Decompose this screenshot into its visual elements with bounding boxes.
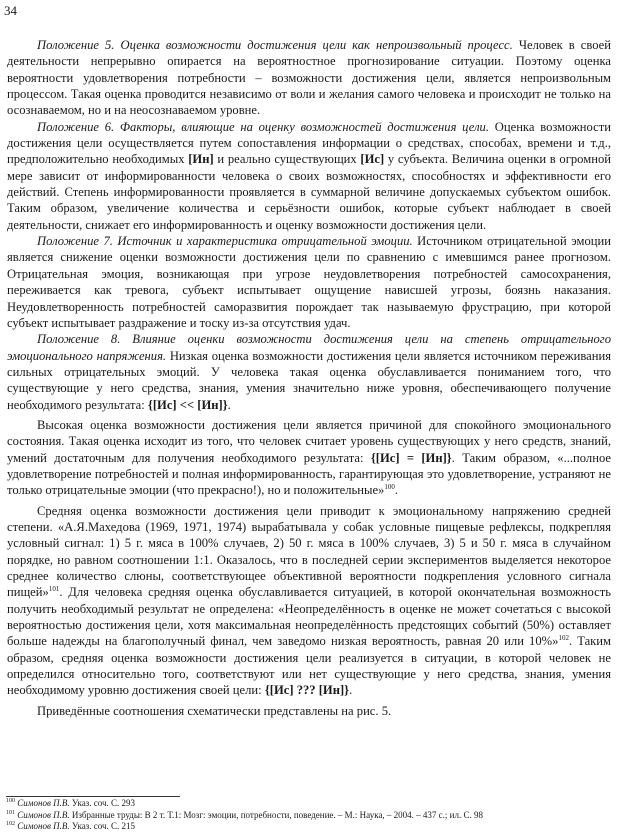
position-6-text-1: Оценка возможности достижения цели осуществляется путем сопоставления информации о средствах, способах, времени и т.д., предположительно необходимых — [7, 119, 611, 167]
footnote-ref-100: 100 — [384, 483, 395, 492]
position-7-heading: Положение 7. Источник и характеристика отрицательной эмоции. — [37, 234, 413, 249]
position-7-text: Источником отрицательной эмоции является снижение оценки возможности достижения цели по сравнению с имевшимся ранее прогнозом. Отрицательная эмоция, возникающая при угрозе неудовлетворения потребностей самосохранения, переживается как тревога, субъект испытывает ощущение нависшей угрозы, боязнь наказания. Неудовлетворенность потребностей саморазвития порождает так называемую фрустрацию, при которой субъект испытывает раздражение и тоску из-за отсутствия удач. — [7, 234, 611, 330]
footnote-102 — [6, 821, 611, 833]
footnote-ref-101: 101 — [48, 585, 60, 594]
paragraph-position-5 — [7, 37, 611, 119]
footnote-text: Избранные труды: В 2 т. Т.1: Мозг: эмоции, потребности, поведение. – М.: Наука, – 2004. – 437 с.; ил. С. 98 — [69, 809, 483, 820]
medium-estimate-text-2: . Для человека средняя оценка обуславливается ситуацией, в которой окончательная возможность получить необходимый результат не определена: «Неопределённость в оценке не может сочетаться с высокой вероятностью достижения цели, хотя максимальная неопределённость предстоящих событий (50%) оставляет больше надежды на благополучный финал, чем заведомо низкая вероятность, равная 20 или 10%» — [7, 585, 611, 649]
footnotes — [6, 798, 611, 833]
position-5-text: Человек в своей деятельности непрерывно опирается на вероятностное прогнозирование ситуации. Поэтому оценка вероятности удовлетворения потребности – возможности достижения цели, является непроизвольным процессом. Такая оценка проводится независимо от воли и желания самого человека и происходит не только на осознаваемом, но и на неосознаваемом уровне. — [7, 38, 612, 118]
formula-medium: {[Ис] ??? [Ин]} — [264, 683, 350, 698]
formula-low: {[Ис] << [Ин]} — [147, 397, 228, 412]
footnote-number: 100 — [6, 798, 15, 804]
paragraph-position-7 — [7, 233, 611, 331]
figure-reference-text: Приведённые соотношения схематически представлены на рис. 5. — [37, 703, 392, 718]
position-6-heading: Положение 6. Факторы, влияющие на оценку возможностей достижения цели. — [37, 119, 490, 134]
footnote-101 — [6, 810, 611, 822]
footnote-number: 102 — [6, 821, 15, 827]
footnote-text: Указ. соч. С. 293 — [69, 798, 136, 808]
paragraph-medium-estimate — [7, 503, 611, 699]
medium-estimate-text-1: Средняя оценка возможности достижения цели приводит к эмоциональному напряжению средней степени. «А.Я.Махедова (1969, 1971, 1974) вырабатывала у собак условные пищевые рефлексы, подкрепляя условный сигнал: 1) 5 г. мяса в 100% случаев, 2) 50 г. мяса в 100% случаев, 3) 5 и 50 г. мяса в случайном порядке, но равном соотношении 1:1. Оказалось, что в последней серии экспериментов выделяется некоторое среднее количество слюны, соответствующее объективной вероятности подкрепления условного сигнала пищей» — [7, 503, 611, 600]
footnote-ref-102: 102 — [558, 634, 569, 643]
high-estimate-text-1: Высокая оценка возможности достижения цели является причиной для спокойного эмоционального состояния. Такая оценка исходит из того, что человек считает уровень существующих у него средств, знаний, умений достаточным для получения необходимого результата: — [7, 417, 611, 465]
term-is: [Ис] — [360, 152, 385, 167]
high-estimate-text-2: . Таким образом, «...полное удовлетворение потребностей и полная информированность, гарантирующая это удовлетворение, устраняют не только отрицательные эмоции (что прекрасно!), но и положительные» — [7, 450, 611, 498]
page-number: 34 — [4, 3, 17, 18]
high-estimate-end: . — [394, 483, 399, 498]
footnote-author: Симонов П.В. — [17, 821, 70, 831]
position-8-text: Низкая оценка возможности достижения цели является источником переживания сильных отрицательных эмоций. У человека такая оценка обуславливается пониманием того, что существующие у него средства, знания, умения значительно ниже уровня, обеспечивающего получение необходимого результата: — [7, 348, 611, 412]
medium-estimate-end: . — [349, 683, 353, 698]
footnote-author: Симонов П.В. — [17, 809, 70, 820]
term-in: [Ин] — [188, 152, 214, 167]
position-5-heading: Положение 5. Оценка возможности достижения цели как непроизвольный процесс. — [37, 38, 513, 52]
paragraph-figure-reference — [7, 703, 611, 719]
position-8-heading: Положение 8. Влияние оценки возможности достижения цели на степень отрицательного эмоционального напряжения. — [7, 332, 611, 363]
footnote-number: 101 — [6, 809, 15, 816]
paragraph-position-6 — [7, 119, 611, 233]
footnote-divider — [6, 796, 180, 797]
position-8-end: . — [227, 397, 231, 412]
footnote-100 — [6, 798, 611, 810]
paragraph-high-estimate — [7, 417, 611, 499]
paragraph-position-8 — [7, 331, 611, 413]
position-6-text-2: и реально существующих — [213, 152, 361, 167]
footnote-author: Симонов П.В. — [17, 798, 70, 808]
formula-high: {[Ис] = [Ин]} — [370, 450, 452, 465]
medium-estimate-text-3: . Таким образом, средняя оценка возможности достижения цели реализуется в ситуации, в которой человек не определился относительно того, соответствуют или нет существующие у него средства, знания, умения необходимому уровню достижения своей цели: — [7, 634, 611, 698]
footnote-text: Указ. соч. С. 215 — [69, 821, 136, 831]
main-text — [7, 37, 611, 719]
position-6-text-3: у субъекта. Величина оценки в огромной мере зависит от информированности человека о своих возможностях, способностях и эффективности его действий. Степень информированности проявляется в суммарной величине допускаемых субъектом ошибок. Таким образом, увеличение количества и серьёзности ошибок, которые субъект наблюдает в своей деятельности, снижает его информированность и оценку возможности достижения цели. — [7, 152, 611, 232]
